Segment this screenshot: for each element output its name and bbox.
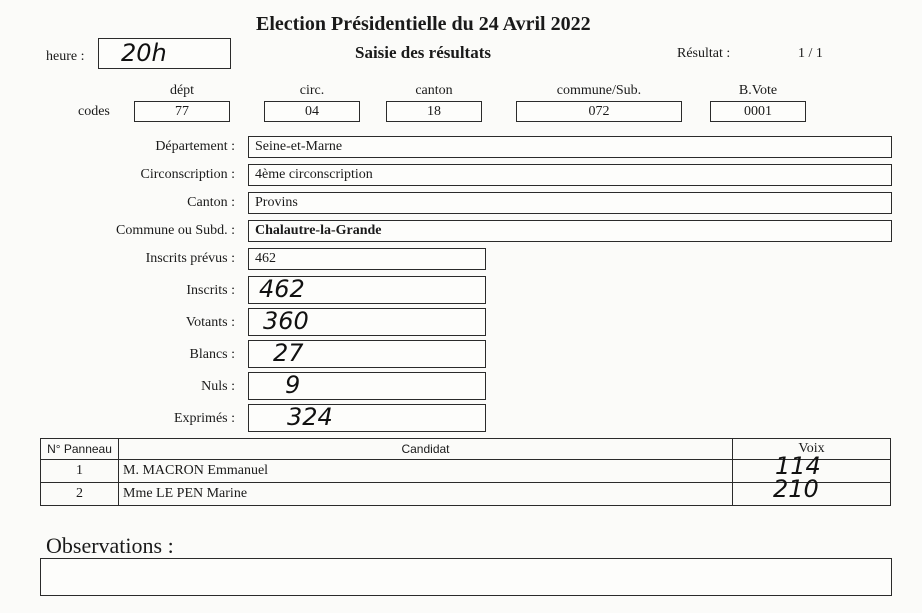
circonscription-field[interactable]: 4ème circonscription [248, 164, 892, 186]
code-commune-field[interactable]: 072 [516, 101, 682, 122]
votants-field[interactable] [248, 308, 486, 336]
blancs-value: 27 [273, 339, 304, 367]
inscrits-prevus-label: Inscrits prévus : [145, 251, 235, 266]
votants-label: Votants : [185, 315, 235, 330]
nuls-field[interactable] [248, 372, 486, 400]
voix-header: Voix [733, 439, 891, 460]
circonscription-label: Circonscription : [140, 167, 235, 182]
candidat-cell: Mme LE PEN Marine [119, 483, 733, 506]
table-row [41, 483, 891, 506]
code-bvote-field[interactable]: 0001 [710, 101, 806, 122]
exprimes-field[interactable] [248, 404, 486, 432]
code-circ-label: circ. [299, 83, 325, 98]
panneau-cell: 1 [41, 460, 119, 483]
canton-field[interactable]: Provins [248, 192, 892, 214]
results-header-row [41, 439, 891, 460]
votants-value: 360 [263, 307, 309, 335]
inscrits-field[interactable] [248, 276, 486, 304]
heure-value: 20h [121, 39, 167, 67]
heure-field[interactable] [98, 38, 231, 69]
resultat-value: 1 / 1 [798, 46, 823, 61]
heure-label: heure : [46, 49, 85, 64]
blancs-label: Blancs : [189, 347, 235, 362]
voix-value: 210 [773, 475, 819, 503]
departement-field[interactable]: Seine-et-Marne [248, 136, 892, 158]
code-dept-label: dépt [169, 83, 195, 98]
observations-label: Observations : [46, 533, 174, 558]
candidat-cell: M. MACRON Emmanuel [119, 460, 733, 483]
voix-cell[interactable] [733, 475, 891, 506]
exprimes-label: Exprimés : [173, 411, 235, 426]
observations-field[interactable] [40, 558, 892, 596]
departement-label: Département : [155, 139, 235, 154]
inscrits-prevus-field[interactable]: 462 [248, 248, 486, 270]
codes-label: codes [78, 104, 110, 119]
nuls-value: 9 [285, 371, 301, 399]
resultat-label: Résultat : [677, 46, 731, 61]
results-table [40, 438, 891, 506]
code-canton-label: canton [415, 83, 453, 98]
inscrits-label: Inscrits : [186, 283, 235, 298]
commune-field[interactable]: Chalautre-la-Grande [248, 220, 892, 242]
voix-value: 114 [775, 452, 821, 480]
code-commune-label: commune/Sub. [556, 83, 642, 98]
code-canton-field[interactable]: 18 [386, 101, 482, 122]
page-subtitle: Saisie des résultats [355, 43, 491, 62]
canton-label: Canton : [187, 195, 235, 210]
code-dept-field[interactable]: 77 [134, 101, 230, 122]
candidat-header: Candidat [119, 439, 733, 460]
panneau-cell: 2 [41, 483, 119, 506]
code-bvote-label: B.Vote [738, 83, 778, 98]
code-circ-field[interactable]: 04 [264, 101, 360, 122]
exprimes-value: 324 [287, 403, 333, 431]
nuls-label: Nuls : [201, 379, 235, 394]
table-row [41, 460, 891, 483]
page-title: Election Présidentielle du 24 Avril 2022 [256, 13, 591, 35]
blancs-field[interactable] [248, 340, 486, 368]
inscrits-value: 462 [259, 275, 305, 303]
commune-label: Commune ou Subd. : [115, 223, 235, 238]
panneau-header: N° Panneau [41, 439, 119, 460]
